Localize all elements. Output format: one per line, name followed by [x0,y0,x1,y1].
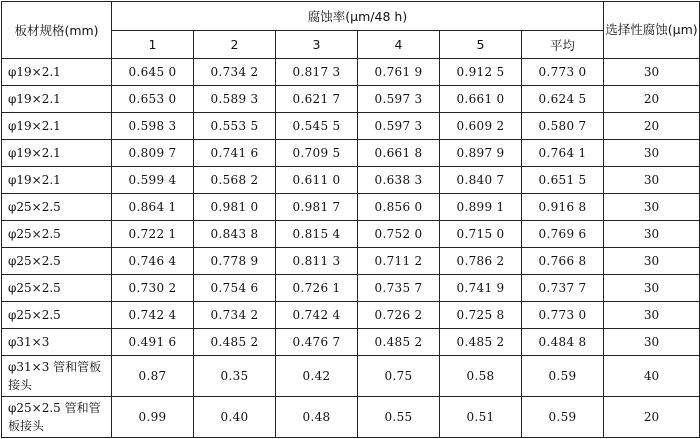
selective-cell: 20 [604,113,700,140]
rate-cell: 0.711 2 [358,248,440,275]
rate-cell: 0.598 3 [112,113,194,140]
spec-cell: φ19×2.1 [2,86,112,113]
average-cell: 0.651 5 [522,167,604,194]
col-header-5: 5 [440,31,522,59]
rate-cell: 0.778 9 [194,248,276,275]
rate-cell: 0.485 2 [440,329,522,356]
spec-cell: φ31×3 [2,329,112,356]
rate-cell: 0.746 4 [112,248,194,275]
corrosion-table [1,1,700,438]
rate-cell: 0.51 [440,397,522,438]
average-cell: 0.764 1 [522,140,604,167]
rate-cell: 0.840 7 [440,167,522,194]
rate-cell: 0.912 5 [440,59,522,86]
table-row [2,86,700,113]
rate-cell: 0.589 3 [194,86,276,113]
spec-cell: φ19×2.1 [2,167,112,194]
selective-cell: 30 [604,59,700,86]
rate-cell: 0.981 0 [194,194,276,221]
rate-cell: 0.653 0 [112,86,194,113]
table-row [2,302,700,329]
col-header-2: 2 [194,31,276,59]
rate-cell: 0.48 [276,397,358,438]
rate-cell: 0.811 3 [276,248,358,275]
spec-cell: φ19×2.1 [2,140,112,167]
average-cell: 0.737 7 [522,275,604,302]
table-row [2,397,700,438]
spec-cell: φ25×2.5 [2,275,112,302]
spec-cell: φ25×2.5 管和管板接头 [2,397,112,438]
rate-cell: 0.899 1 [440,194,522,221]
table-row [2,59,700,86]
selective-header: 选择性腐蚀(μm) [604,2,700,59]
spec-cell: φ25×2.5 [2,248,112,275]
rate-cell: 0.815 4 [276,221,358,248]
table-row [2,221,700,248]
table-row [2,356,700,397]
average-cell: 0.624 5 [522,86,604,113]
rate-cell: 0.599 4 [112,167,194,194]
average-cell: 0.484 8 [522,329,604,356]
rate-cell: 0.742 4 [276,302,358,329]
rate-cell: 0.485 2 [194,329,276,356]
rate-cell: 0.809 7 [112,140,194,167]
rate-cell: 0.734 2 [194,59,276,86]
rate-cell: 0.817 3 [276,59,358,86]
table-row [2,194,700,221]
rate-cell: 0.734 2 [194,302,276,329]
selective-cell: 30 [604,329,700,356]
col-header-average: 平均 [522,31,604,59]
rate-cell: 0.485 2 [358,329,440,356]
average-cell: 0.59 [522,397,604,438]
rate-cell: 0.752 0 [358,221,440,248]
rate-cell: 0.661 0 [440,86,522,113]
average-cell: 0.916 8 [522,194,604,221]
rate-cell: 0.661 8 [358,140,440,167]
rate-cell: 0.553 5 [194,113,276,140]
selective-cell: 30 [604,167,700,194]
selective-cell: 30 [604,140,700,167]
selective-cell: 30 [604,275,700,302]
spec-cell: φ19×2.1 [2,113,112,140]
col-header-3: 3 [276,31,358,59]
rate-cell: 0.897 9 [440,140,522,167]
rate-header: 腐蚀率(μm/48 h) [112,2,604,31]
spec-cell: φ25×2.5 [2,302,112,329]
rate-cell: 0.754 6 [194,275,276,302]
selective-cell: 30 [604,194,700,221]
rate-cell: 0.75 [358,356,440,397]
rate-cell: 0.621 7 [276,86,358,113]
rate-cell: 0.40 [194,397,276,438]
rate-cell: 0.735 7 [358,275,440,302]
rate-cell: 0.843 8 [194,221,276,248]
rate-cell: 0.35 [194,356,276,397]
selective-cell: 30 [604,302,700,329]
table-row [2,113,700,140]
average-cell: 0.766 8 [522,248,604,275]
average-cell: 0.773 0 [522,59,604,86]
rate-cell: 0.42 [276,356,358,397]
rate-cell: 0.741 6 [194,140,276,167]
selective-cell: 20 [604,397,700,438]
rate-cell: 0.597 3 [358,86,440,113]
selective-cell: 40 [604,356,700,397]
spec-cell: φ25×2.5 [2,221,112,248]
rate-cell: 0.58 [440,356,522,397]
rate-cell: 0.597 3 [358,113,440,140]
col-header-4: 4 [358,31,440,59]
rate-cell: 0.609 2 [440,113,522,140]
rate-cell: 0.476 7 [276,329,358,356]
spec-cell: φ19×2.1 [2,59,112,86]
col-header-1: 1 [112,31,194,59]
rate-cell: 0.726 2 [358,302,440,329]
rate-cell: 0.730 2 [112,275,194,302]
table-row [2,275,700,302]
rate-cell: 0.715 0 [440,221,522,248]
rate-cell: 0.856 0 [358,194,440,221]
table-row [2,329,700,356]
rate-cell: 0.761 9 [358,59,440,86]
selective-cell: 20 [604,86,700,113]
rate-cell: 0.491 6 [112,329,194,356]
table-body [2,59,700,438]
rate-cell: 0.981 7 [276,194,358,221]
rate-cell: 0.722 1 [112,221,194,248]
average-cell: 0.773 0 [522,302,604,329]
rate-cell: 0.568 2 [194,167,276,194]
average-cell: 0.769 6 [522,221,604,248]
rate-cell: 0.99 [112,397,194,438]
rate-cell: 0.741 9 [440,275,522,302]
rate-cell: 0.545 5 [276,113,358,140]
spec-cell: φ31×3 管和管板接头 [2,356,112,397]
rate-cell: 0.864 1 [112,194,194,221]
selective-cell: 30 [604,248,700,275]
table-row [2,167,700,194]
table-row [2,248,700,275]
spec-cell: φ25×2.5 [2,194,112,221]
table-row [2,140,700,167]
rate-cell: 0.742 4 [112,302,194,329]
rate-cell: 0.87 [112,356,194,397]
rate-cell: 0.645 0 [112,59,194,86]
rate-cell: 0.611 0 [276,167,358,194]
selective-cell: 30 [604,221,700,248]
rate-cell: 0.709 5 [276,140,358,167]
rate-cell: 0.726 1 [276,275,358,302]
average-cell: 0.59 [522,356,604,397]
average-cell: 0.580 7 [522,113,604,140]
rate-cell: 0.55 [358,397,440,438]
rate-cell: 0.786 2 [440,248,522,275]
rate-cell: 0.638 3 [358,167,440,194]
rate-cell: 0.725 8 [440,302,522,329]
spec-header: 板材规格(mm) [2,2,112,59]
